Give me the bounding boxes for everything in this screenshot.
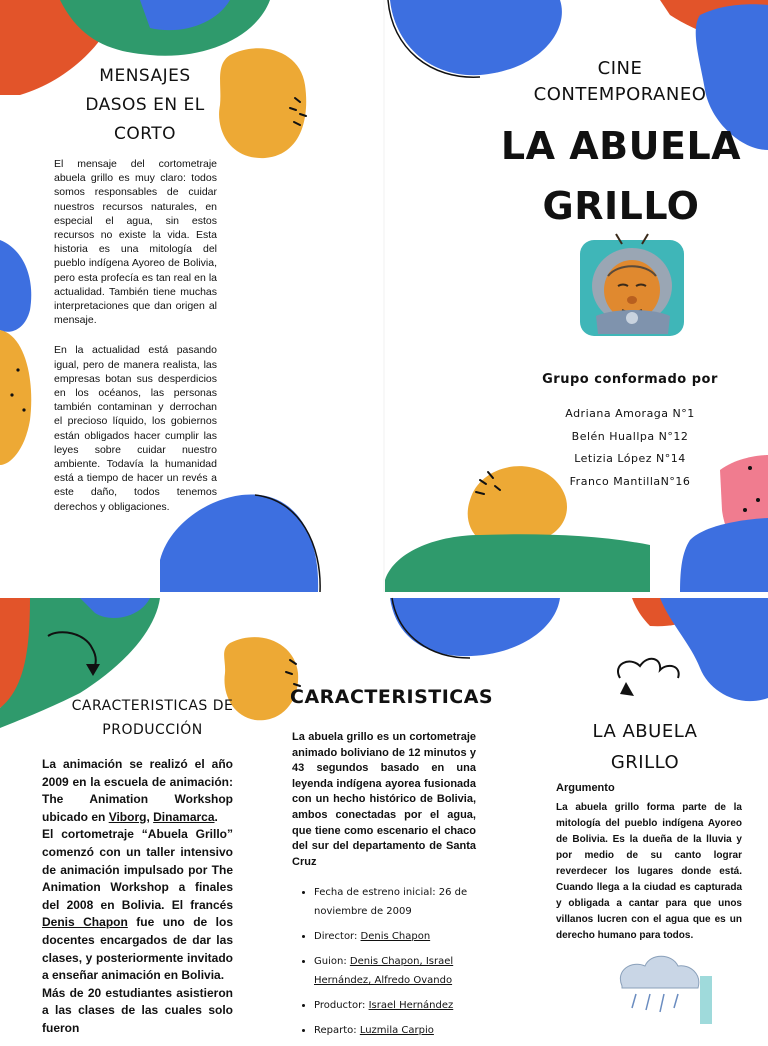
argument-heading: LA ABUELA GRILLO	[592, 721, 698, 773]
list-item: • Director: Denis Chapon	[314, 927, 484, 946]
messages-body	[54, 157, 217, 528]
link-viborg[interactable]: Viborg	[108, 809, 147, 824]
messages-paragraph-2: En la actualidad está pasando igual, pero de manera realista, las empresas botan sus desperdicios en los océanos, las personas también contaminan y derrochan el precioso líquido, los gobiernos están obligados hacer cumplir las leyes sobre cuidar nuestro ambiente. Todavía la humanidad está a tiempo de hacer un revés a este daño, todos tenemos derechos y obligaciones.	[54, 344, 217, 513]
brochure-inside	[0, 598, 768, 1036]
production-body: La animación se realizó el año 2009 en la escuela de animación: The Animation Workshop ubicado en Viborg, Dinamarca. El cortometraje “Abuela Grillo” comenzó con un taller intensivo de animación impulsado por The Animation Workshop a finales del 2008 en Bolivia. El francés Denis Chapon fue uno de los docentes encargados de dar las clases, y posteriormente invitado a enseñar animación en Bolivia. Más de 20 estudiantes asistieron a las clases de las cuales solo fueron	[42, 757, 234, 1035]
list-item: • Reparto: Luzmila Carpio	[314, 1021, 484, 1040]
abuela-grillo-illustration	[578, 238, 688, 338]
argument-subheading: Argumento	[556, 782, 615, 794]
argument-body: La abuela grillo forma parte de la mitología del pueblo indígena Ayoreo de Bolivia. Es la dueña de la lluvia y por medio de su canto lograr reverdecer los lugares donde está. Cuando llega a la ciudad es capturada y obligada a cantar para que unos villanos lucren con el agua que es un derecho humano para todos.	[556, 802, 742, 941]
characteristics-heading: CARACTERISTICAS	[290, 686, 494, 708]
characteristics-list	[292, 883, 484, 1046]
characteristics-body: La abuela grillo es un cortometraje animado boliviano de 12 minutos y 43 segundos basado en una leyenda indígena ayorea fusionada con un hecho histórico de Bolivia, ambos conectadas por el agua, que tiene como escenario el chaco del sur del departamento de Santa Cruz	[292, 731, 476, 868]
cover-subtitle: CINE CONTEMPORANEO	[533, 58, 707, 105]
link-reparto[interactable]: Luzmila Carpio	[359, 1025, 434, 1036]
messages-paragraph-1: El mensaje del cortometraje abuela grillo es muy claro: todos somos responsables de cuidar nuestros recursos naturales, en especial el agua, sin estos recursos no existe la vida. Esta historia es una mitología del pueblo indígena Ayoreo de Bolivia, pero esta profecía es tan real en la actualidad. También tiene muchas interpretaciones que dan origen al mensaje.	[54, 158, 217, 327]
link-productor[interactable]: Israel Hernández	[368, 1000, 454, 1011]
link-denis-chapon[interactable]: Denis Chapon	[42, 915, 128, 930]
member-3: Letizia López N°14	[574, 452, 686, 465]
list-item: • Guion: Denis Chapon, Israel Hernández, Alfredo Ovando	[314, 952, 484, 990]
members-list	[540, 403, 720, 493]
link-guion[interactable]: Denis Chapon, Israel Hernández, Alfredo Ovando	[314, 956, 454, 986]
member-4: Franco MantillaN°16	[569, 474, 691, 488]
member-2: Belén Huallpa N°12	[571, 429, 689, 443]
member-1: Adriana Amoraga N°1	[565, 407, 695, 420]
link-dinamarca[interactable]: Dinamarca	[153, 809, 215, 824]
list-item: • Productor: Israel Hernández	[314, 996, 484, 1015]
messages-heading: MENSAJES DASOS EN EL CORTO	[85, 66, 205, 144]
cover-title: LA ABUELA GRILLO	[500, 124, 742, 228]
group-label: Grupo conformado por	[542, 372, 718, 387]
list-item: • Fecha de estreno inicial: 26 de noviembre de 2009	[314, 883, 484, 921]
production-heading: CARACTERISTICAS DE PRODUCCIÓN	[71, 698, 234, 738]
link-director[interactable]: Denis Chapon	[360, 931, 431, 942]
